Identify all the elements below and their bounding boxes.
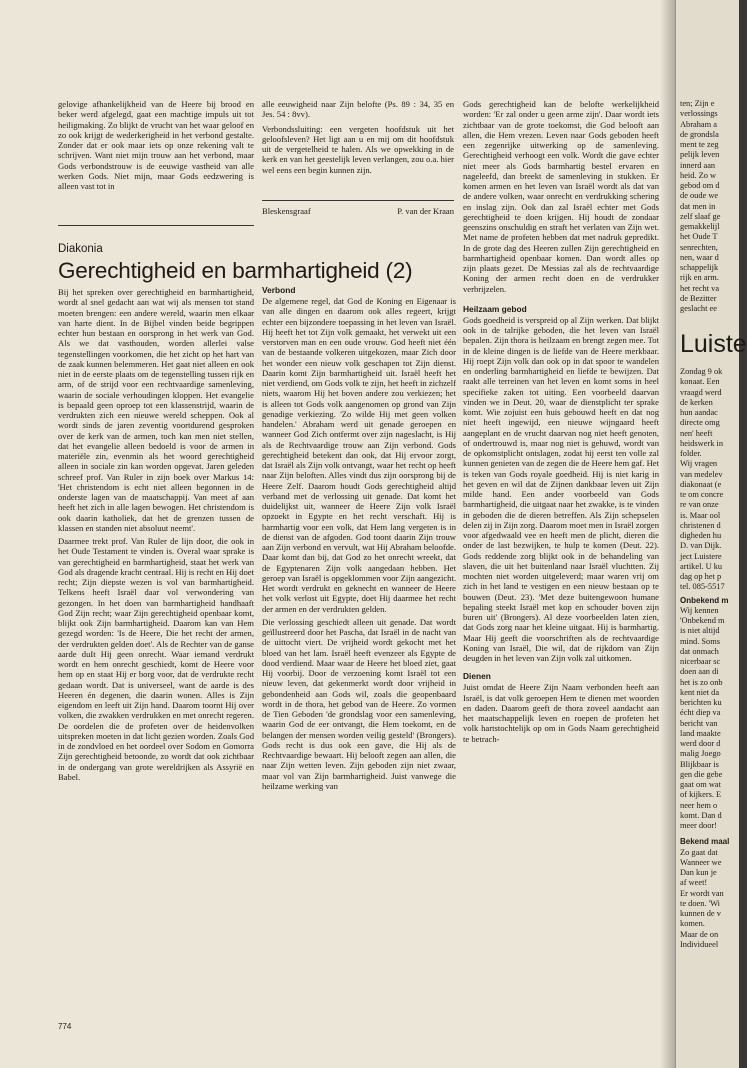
adjacent-line: Maar de on <box>680 929 719 939</box>
adjacent-line: Dan kun je <box>680 868 717 877</box>
col1-paragraph: Daarmee trekt prof. Van Ruler de lijn door, die ook in het Oude Testament te vinden is. Overal waar sprake is van gerechtigheid en barmhartigheid, staat het werk van God als dragende kracht centraal. Hij is recht en Hij doet recht; Zijn diepste wezen is vol van barmhartigheid. Telkens heeft Israël daar vol verwondering van gezongen. In het doen van barmhartigheid handhaaft God Zijn recht; waar Zijn gerechtigheid openbaar komt, blijkt ook Zijn barmhartigheid. Daarom kan van Hem gezegd worden: 'Is de Heere, Die het recht der armen, der verdrukten gelden doet'. Als de Rechter van de ganse aarde duIt Hij geen onrecht. Waar iemand verdrukt wordt en hem onrecht geschiedt, komt de Heere voor hem op en staat Hij er borg voor, dat de verdrukte recht gedaan wordt. Dat is universeel, want de aarde is des Heeren én degenen, die daarin wonen. Alles is Zijn eigendom en leeft uit Zijn hand. Daarom toornt Hij over volken, die zwakken verdrukken en met onrecht regeren. De oordelen die de profeten over de heidenvolken uitspreken moeten in dat licht gezien worden. Zoals God in de zondvloed en het oordeel over Sodom en Gomorra Zijn gerechtigheid betoonde, zo wordt dat ook zichtbaar in de ondergang van grote wereldrijken als Assyrië en Babel. <box>58 536 254 782</box>
adjacent-line: dat onmach <box>680 646 719 656</box>
top-column-1 <box>58 99 254 195</box>
adjacent-line: tel. 085-5517 <box>680 582 725 592</box>
adjacent-line: de oude we <box>680 191 719 201</box>
signature-rule <box>262 200 454 201</box>
adjacent-line: nen, waar d <box>680 252 719 262</box>
adjacent-line: Zondag 9 ok <box>680 367 723 376</box>
adjacent-line: verlossings <box>680 109 718 119</box>
signature-author: P. van der Kraan <box>397 206 454 216</box>
adjacent-page <box>675 0 747 1068</box>
adjacent-heading: Bekend maal <box>680 837 730 847</box>
top-column-2-p2: Verbondssluiting: een vergeten hoofdstuk uit het geloofsleven? Het ligt aan u en mij om dit hoofdstuk uit de vergetelheid te halen. Als we opwekking in de kerk en van het geestelijk leven verlangen, zou o.a. hier wel eens een begin kunnen zijn. <box>262 123 454 175</box>
adjacent-line: re van onze <box>680 500 719 510</box>
adjacent-line: konaat. Een <box>680 377 720 387</box>
adjacent-line: of kijkers. E <box>680 790 722 800</box>
adjacent-line: rijk en arm. <box>680 273 719 283</box>
adjacent-heading: Onbekend m <box>680 595 729 605</box>
top-column-2 <box>262 99 454 179</box>
adjacent-line: nicerbaar sc <box>680 657 721 666</box>
adjacent-line: vraagd werd <box>680 387 722 397</box>
adjacent-line: dag op het p <box>680 572 722 581</box>
adjacent-line: Er wordt van <box>680 888 724 898</box>
adjacent-line: de kerken <box>680 397 713 407</box>
adjacent-line: het Oude T <box>680 232 718 242</box>
adjacent-line: heid. Zo w <box>680 170 717 180</box>
adjacent-line: Wij kennen <box>680 605 719 615</box>
col1-paragraph: Bij het spreken over gerechtigheid en barmhartigheid, wordt al snel gedacht aan wat wij als mensen tot stand moeten brengen: een andere wereld, waarin men elkaar van harte dient. In de Bijbel vinden beide begrippen echter hun bestaan en oorsprong in het werk van God. Als we dat vasthouden, worden allerlei valse tegenstellingen voorkomen, die het zicht op het hart van de zaak kunnen belemmeren. Het gaat niet alleen en ook niet in de eerste plaats om de tegenstelling tussen rijk en arm, of de strijd voor een rechtvaardige samenleving, waarin de sociale verhoudingen kloppen. Het evangelie is bepaald geen oproep tot een klassenstrijd, waarin de verdrukten zich een nieuwe wereld scheppen. Ook al wordt sinds de jaren zeventig voortdurend gesproken over de kerk van de armen, toch kan men niet stellen, dat het evangelie alleen bedoeld is voor de armen in materiële zin, evenmin als het woord gerechtigheid alleen in sociale zin kan worden opgevat. Jaren geleden schreef prof. Van Ruler in zijn boek over Markus 14: 'Het christendom is echt niet alleen begonnen in de onderste lagen van de maatschappij. Van meet af aan heeft het zich in alle lagen bewogen. Het christendom is ook daarin katholiek, dat het de grenzen tussen de klassen en standen niet absoluut neemt'. <box>58 287 254 533</box>
adjacent-line: Abraham a <box>680 119 717 129</box>
adjacent-line: komen. <box>680 919 705 929</box>
adjacent-line: gebod om d <box>680 181 720 190</box>
adjacent-line: schappelijk <box>680 263 719 272</box>
adjacent-line: ten; Zijn e <box>680 99 715 108</box>
col3-intro: Gods gerechtigheid kan de belofte werkelijkheid worden: 'Er zal onder u geen arme zijn'. Daar wordt iets zichtbaar van de grote toekomst, die God belooft aan allen, die Hem vrezen. Leven naar Gods geboden heeft een zegenrijke uitwerking op de samenleving. Gerechtigheid verhoogt een volk. Wordt die gave echter niet meer als Gods barmhartig bestel ervaren en nageleefd, dan breekt de samenleving in stukken. Er komen armen en het leven van Israël wordt als dat van de andere volken, waar onrecht en verdrukking schering en inslag zijn. Ook dan zal Israël echter met Gods gerechtigheid te doen krijgen. Hij houdt de zondaar geenszins onschuldig en straft het verlaten van Zijn wet. Met name de profeten hebben dat met nadruk gepredikt. In de grote dag des Heeren zullen Zijn gerechtigheid en barmhartigheid openbaar komen. Dan wordt alles op zijn plaats gezet. De Messias zal als de rechtvaardige Koning der armen recht doen en de verdrukker verbrijzelen. <box>463 99 659 294</box>
page-number: 774 <box>58 1022 72 1031</box>
adjacent-line: digheden hu <box>680 531 722 540</box>
top-column-2-p1: alle eeuwigheid naar Zijn belofte (Ps. 89 : 34, 35 en Jes. 54 : 8vv). <box>262 99 454 120</box>
article-divider <box>58 225 254 226</box>
signature <box>262 206 454 216</box>
adjacent-line: mind. Soms <box>680 636 721 646</box>
adjacent-line: hun aandac <box>680 408 718 417</box>
adjacent-line: nen' heeft <box>680 428 713 438</box>
adjacent-line: innerd aan <box>680 160 716 170</box>
adjacent-line: christenen d <box>680 520 721 530</box>
adjacent-line: gaat om wat <box>680 780 721 789</box>
adjacent-line: het recht va <box>680 283 720 293</box>
adjacent-title: Luiste <box>680 330 747 358</box>
adjacent-line: ment te zeg <box>680 140 719 149</box>
adjacent-line: Blijkbaar is <box>680 759 719 769</box>
adjacent-line: diakonaat (e <box>680 479 722 489</box>
col2-paragraph: Die verlossing geschiedt alleen uit genade. Dat wordt geïllustreerd door het Pascha, dat Israël in de nacht van de uittocht viert. De vrijheid wordt gekocht met het bloed van het lam. Israël heeft evenzeer als Egypte de dood verdiend. Maar waar de Heere het bloed ziet, gaat Hij voorbij. Door de verzoening komt Israël tot een nieuw leven, dat gekenmerkt wordt door vrijheid in gebondenheid aan Gods wil, zoals die geopenbaard wordt in de thora, het gebod van de Heere. Zo vormen de Tien Geboden 'de grondslag voor een samenleving, waarin God de eer ontvangt, die Hem toekomt, en de belangen der mensen worden veilig gesteld' (Brongers). Gods recht is dus ook een gave, die Hij als de Rechtvaardige bewaart. Hij belooft zegen aan allen, die naar Zijn wetten leven. Zijn geboden zijn niet zwaar, maar vol van Zijn barmhartigheid. Juist vanwege die heilzame werking van <box>262 616 456 791</box>
adjacent-line: 'Onbekend m <box>680 616 725 625</box>
adjacent-top-text <box>680 99 720 314</box>
adjacent-line: kunnen de v <box>680 909 721 918</box>
adjacent-line: doen aan di <box>680 667 719 677</box>
body-column-3 <box>463 99 659 747</box>
signature-place: Bleskensgraaf <box>262 206 311 216</box>
section-label: Diakonia <box>58 243 103 255</box>
col2-paragraph: De algemene regel, dat God de Koning en Eigenaar is van alle dingen en daarom ook alles regeert, krijgt echter een bijzondere toepassing in het leven van Israël. Hij heeft het tot Zijn volk gemaakt, het verwekt uit een verstorven man en een oude vrouw. God heeft niet één van de bestaande volkeren uitgekozen, maar Zich door het wonder een nieuw volk geschapen tot Zijn dienst. Daarin komt Zijn barmhartigheid uit. Israël heeft het niet verdiend, om Gods volk te zijn, het heeft in zichzelf niets, waarom Hij het boven andere zou verkiezen; het is alleen tot Gods volk aangenomen op grond van Zijn genadige verkiezing. 'Zo wilde Hij met geen volken handelen.' Abraham werd uit genade geroepen en wanneer God Zich ontfermt over zijn nageslacht, is Hij als de Rechtvaardige trouw aan Zijn verbond. Gods gerechtigheid betekent dan ook, dat Hij ervoor zorgt, dat Israël als Zijn volk ontvangt, waar het recht op heeft naar Zijn beloften. Alles vindt dus zijn oorsprong bij de Heere Zelf. Daarom houdt Gods gerechtigheid altijd verband met de verlossing uit genade. Dat komt het duidelijkst uit, wanneer de Heere Zijn volk Israël opzoekt in Egypte en het recht verschaft. Hij is barmhartig voor een volk, dat Hem lang vergeten is in de dienst van de afgoden. God toont daarin Zijn trouw aan Zijn verbond en vervult, wat Hij Abraham beloofde. Daar komt dan bij, dat God zo het onrecht wreekt, dat de Egyptenaren Zijn volk aangedaan hebben. Het geroep van Israël is opgeklommen voor Zijn aangezicht. Het wordt verdrukt en geknecht en wanneer de Heere het volk verlost uit Egypte, doet Hij daarmee het recht der armen en der verdrukten gelden. <box>262 296 456 614</box>
adjacent-line: neer hem o <box>680 800 718 810</box>
adjacent-line: is niet altijd <box>680 626 720 636</box>
adjacent-line: zelf slaaf ge <box>680 211 721 221</box>
col3-paragraph: Juist omdat de Heere Zijn Naam verbonden heeft aan Israël, is dat volk geroepen Hem te dienen met woorden en daden. Daarom geeft de thora zoveel aandacht aan het maatschappelijk leven en roepen de profeten het volk hartstochtelijk op om in Gods Naam gerechtigheid te betrach- <box>463 682 659 744</box>
adjacent-line: malig Joego <box>680 749 721 759</box>
binding-shadow <box>660 0 675 1068</box>
adjacent-line: de Bezitter <box>680 293 717 303</box>
adjacent-line: werd door d <box>680 739 721 748</box>
adjacent-line: geslacht ee <box>680 304 717 313</box>
adjacent-line: pelijk leven <box>680 150 720 160</box>
adjacent-line: senrechten, <box>680 242 718 252</box>
adjacent-line: land maakte <box>680 728 721 738</box>
adjacent-line: directe omg <box>680 418 720 428</box>
adjacent-mid-text <box>680 367 729 950</box>
adjacent-line: écht diep va <box>680 708 721 718</box>
adjacent-line: komt. Dan d <box>680 810 722 820</box>
heading-dienen: Dienen <box>463 671 491 682</box>
adjacent-line: te doen. 'Wi <box>680 898 721 908</box>
adjacent-line: artikel. U ku <box>680 561 723 571</box>
article-title: Gerechtigheid en barmhartigheid (2) <box>58 258 413 283</box>
adjacent-line: af weet! <box>680 878 708 888</box>
adjacent-line: Zo gaat dat <box>680 847 718 857</box>
adjacent-line: gen die gebe <box>680 769 723 779</box>
adjacent-line: berichten ku <box>680 698 722 707</box>
body-column-1 <box>58 287 254 785</box>
adjacent-line: Wanneer we <box>680 857 722 867</box>
adjacent-line: heidswerk in <box>680 438 724 448</box>
adjacent-line: folder. <box>680 449 702 458</box>
adjacent-line: is. Maar ool <box>680 510 721 520</box>
adjacent-line: van medelev <box>680 469 723 479</box>
adjacent-line: dat men in <box>680 201 716 211</box>
adjacent-line: Individueel <box>680 939 719 949</box>
adjacent-line: de grondsla <box>680 129 719 139</box>
top-column-1-text: gelovige afhankelijkheid van de Heere bij brood en beker werd afgelegd, gaat een machtige impuls uit tot heiligmaking. Zo blijkt de vrucht van het waar geloof en zo ook krijgt de wederkerigheid in het verbond gestalte. Zonder dat er ook maar iets op onze rekening valt te schrijven. Want niet mijn trouw aan het verbond, maar Gods verbondstrouw is de eeuwige vastheid van alle werken Gods. Niet mijn, maar Gods eedzwering is alleen vast tot in <box>58 99 254 191</box>
adjacent-line: ject Luistere <box>680 551 722 561</box>
col3-paragraph: Gods goedheid is verspreid op al Zijn werken. Dat blijkt ook in de talrijke geboden, die het leven van Israël bepalen. Zijn thora is heilzaam en brengt zegen mee. Tot in de kleine dingen is de liefde van de Heere merkbaar. Hij roept Zijn volk dan ook op in dat spoor te wandelen en onderling barmhartigheid en liefde te bewijzen. Dat raakt alle terreinen van het leven en komt soms in heel specifieke zaken tot uiting. Een voorbeeld daarvan vinden we in Deut. 20, waar de dienstplicht ter sprake komt. Wie zojuist een huis gebouwd heeft en dat nog niet heeft ingewijd, een nieuwe wijngaard heeft aangeplant en de vrucht daarvan nog niet heeft genoten, of ondertrouwd is, maar nog niet is gehuwd, wordt van de opkomstplicht ontslagen, zodat hij eerst ten volle zal kunnen genieten van de zegen die de Heere hem gaf. Het is teken van Gods royale goedheid. Hij is niet karig in het geven en wil dat de Zijnen dankbaar leven uit Zijn milde hand. Een ander voorbeeld van Gods barmhartigheid, die uitgaat naar het zwakke, is te vinden in geboden die de dieren betreffen. Als Zijn schepselen delen zij in Zijn zorg. Daarom moet men in Israël zorgen voor afgedwaald vee en heeft men de plicht, dieren die onder de last bezwijken, te hulp te komen (Deut. 22). Gods reddende zorg blijkt ook in de behandeling van slaven, die uit het buitenland naar Israël vluchtten. Zij mochten niet worden uitgeleverd; maar waren vrij om zich in het land te vestigen en een nieuw bestaan op te bouwen (Deut. 23). 'Met deze buitengewoon humane bepaling steekt Israël met kop en schouder boven zijn buren uit' (Brongers). Al deze voorbeelden laten zien, dat Gods zorg naar het kleine uitgaat. Hij is barmhartig. Maar Hij geeft die voorschriften als de rechtvaardige Koning van Israël, Die wil, dat de rijkdom van Zijn deugden in het leven van Zijn volk zal uitkomen. <box>463 314 659 663</box>
adjacent-line: gemakkelijl <box>680 222 720 231</box>
adjacent-line: Wij vragen <box>680 459 718 469</box>
heading-verbond: Verbond <box>262 285 296 295</box>
adjacent-line: kent niet da <box>680 687 720 697</box>
heading-heilzaam-gebod: Heilzaam gebod <box>463 303 527 314</box>
adjacent-line: te om concre <box>680 490 724 499</box>
body-column-2 <box>262 285 456 794</box>
adjacent-line: meer door! <box>680 821 717 830</box>
adjacent-line: het is zo onb <box>680 677 723 687</box>
adjacent-line: D. van Dijk. <box>680 541 722 551</box>
adjacent-line: bericht van <box>680 718 718 728</box>
